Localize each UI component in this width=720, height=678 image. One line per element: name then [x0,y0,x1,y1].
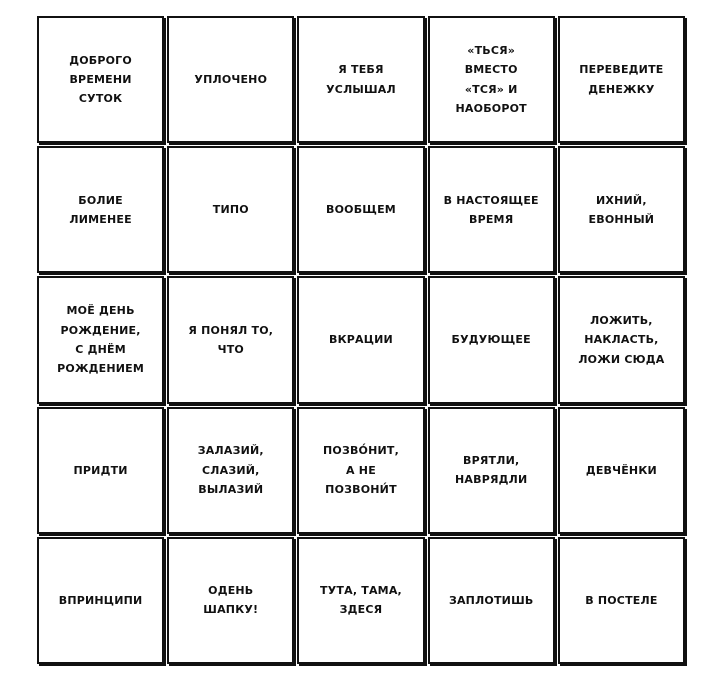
bingo-cell [37,276,164,403]
bingo-cell [428,407,555,534]
cell-text: ОДЕНЬ ШАПКУ! [203,584,259,617]
cell-text: В НАСТОЯЩЕЕ ВРЕМЯ [443,193,539,226]
bingo-cell [428,146,555,273]
cell-text: ЛОЖИТЬ, НАКЛАСТЬ, ЛОЖИ СЮДА [578,314,665,366]
bingo-cell [428,276,555,403]
bingo-cell [558,146,685,273]
cell-text: ВКРАЦИИ [329,333,393,347]
bingo-cell [37,407,164,534]
cell-text: БОЛИЕ ЛИМЕНЕЕ [69,193,132,226]
cell-text: ЗАПЛОТИШЬ [448,593,534,607]
bingo-cell [37,16,164,143]
bingo-cell [297,407,424,534]
bingo-cell [167,537,294,664]
bingo-cell [558,537,685,664]
cell-text: Я ПОНЯЛ ТО, ЧТО [188,323,274,356]
cell-text: ТУТА, ТАМА, ЗДЕСЯ [320,584,402,617]
cell-text: ВРЯТЛИ, НАВРЯДЛИ [455,453,528,487]
bingo-grid [37,16,685,664]
bingo-cell [167,407,294,534]
cell-text: ПЕРЕВЕДИТЕ ДЕНЕЖКУ [579,63,664,96]
cell-text: В ПОСТЕЛЕ [585,593,658,607]
cell-text: «ТЬСЯ» ВМЕСТО «ТСЯ» И НАОБОРОТ [455,44,527,115]
bingo-cell [428,537,555,664]
bingo-cell [297,16,424,143]
cell-text: БУДУЮЩЕЕ [451,333,531,347]
cell-text: ТИПО [212,203,249,217]
bingo-cell [37,537,164,664]
cell-text: ДЕВЧЁНКИ [585,463,657,477]
bingo-cell [297,276,424,403]
cell-text: УПЛОЧЕНО [194,72,268,86]
bingo-cell [167,146,294,273]
cell-text: ПРИДТИ [73,463,128,477]
bingo-cell [37,146,164,273]
bingo-cell [167,16,294,143]
bingo-cell [558,407,685,534]
bingo-cell [558,16,685,143]
bingo-cell [167,276,294,403]
cell-text: ЗАЛАЗИЙ, СЛАЗИЙ, ВЫЛАЗИЙ [197,444,264,496]
cell-text: МОЁ ДЕНЬ РОЖДЕНИЕ, С ДНЁМ РОЖДЕНИЕМ [57,304,145,376]
cell-text: ДОБРОГО ВРЕМЕНИ СУТОК [69,53,132,106]
cell-text: ВПРИНЦИПИ [58,593,143,607]
cell-text: ВООБЩЕМ [326,203,396,217]
bingo-cell [297,146,424,273]
bingo-cell [428,16,555,143]
bingo-cell [297,537,424,664]
cell-text: ИХНИЙ, ЕВОННЫЙ [588,193,655,226]
cell-text: Я ТЕБЯ УСЛЫШАЛ [326,63,396,96]
cell-text: ПОЗВО́НИТ, А НЕ ПОЗВОНИ́Т [322,444,399,496]
bingo-cell [558,276,685,403]
